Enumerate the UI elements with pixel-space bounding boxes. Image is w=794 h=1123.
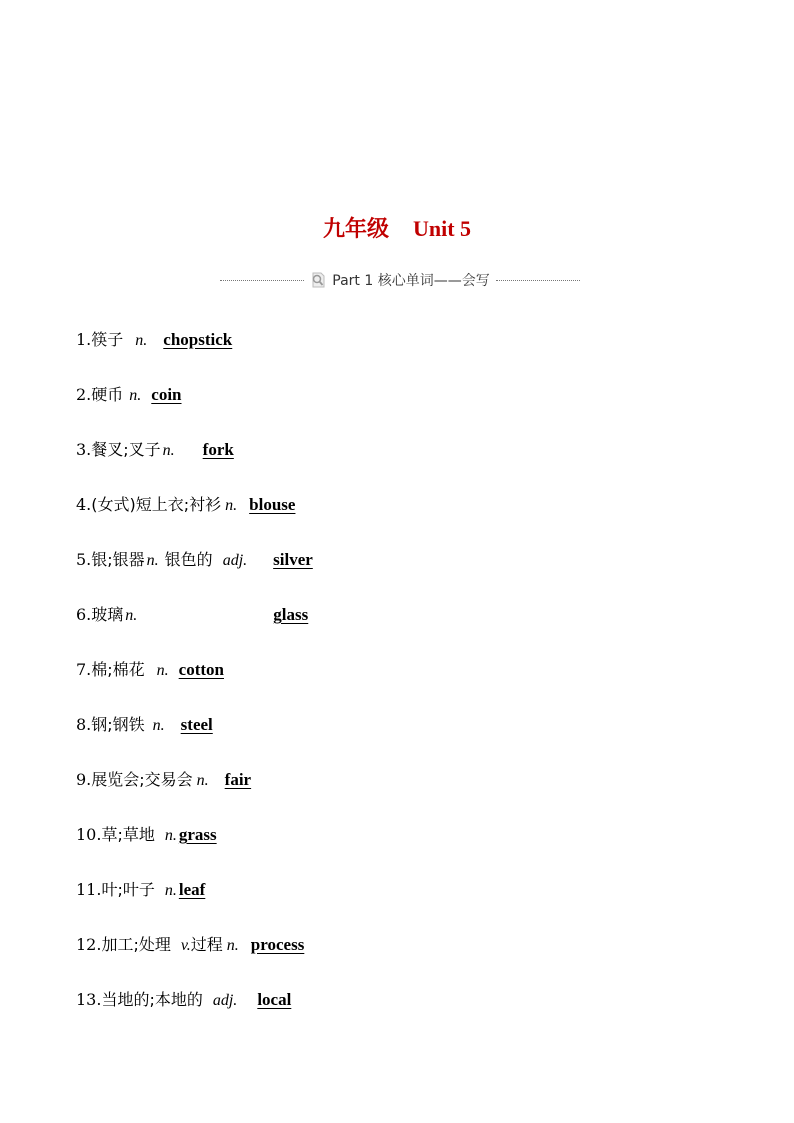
list-item: 9. 展览会;交易会 n. fair	[76, 770, 252, 789]
answer-word: process	[250, 935, 305, 954]
list-item: 5. 银;银器 n. 银色的 adj. silver	[76, 550, 313, 569]
unit-label: Unit 5	[412, 216, 472, 241]
answer-word: leaf	[178, 880, 206, 899]
list-item: 6. 玻璃 n. glass	[76, 605, 309, 624]
answer-word: coin	[151, 385, 182, 404]
list-item: 8. 钢;钢铁 n. steel	[76, 715, 213, 734]
answer-word: cotton	[178, 660, 224, 679]
list-item: 4. (女式)短上衣;衬衫 n. blouse	[76, 495, 296, 514]
magnifier-icon	[310, 271, 326, 289]
section-header	[220, 268, 580, 292]
list-item: 7. 棉;棉花 n. cotton	[76, 660, 224, 679]
list-item: 2. 硬币 n. coin	[76, 385, 182, 404]
list-item: 10. 草;草地 n. grass	[76, 825, 217, 844]
dotted-divider-right	[496, 280, 580, 281]
answer-word: steel	[180, 715, 213, 734]
grade-label: 九年级	[322, 217, 389, 242]
list-item: 13. 当地的;本地的 adj. local	[76, 990, 292, 1009]
answer-word: grass	[178, 825, 217, 844]
answer-word: blouse	[249, 495, 296, 514]
answer-word: local	[257, 990, 292, 1009]
answer-word: fork	[202, 440, 234, 459]
answer-word: glass	[273, 605, 309, 624]
section-title: Part 1 核心单词——会写	[332, 273, 490, 289]
list-item: 3. 餐叉;叉子 n. fork	[76, 440, 234, 459]
list-item: 12. 加工;处理 v. 过程 n. process	[76, 935, 305, 954]
page-title	[0, 212, 794, 243]
list-item: 1. 筷子 n. chopstick	[76, 330, 233, 349]
dotted-divider-left	[220, 280, 304, 281]
answer-word: silver	[273, 550, 313, 569]
list-item: 11. 叶;叶子 n. leaf	[76, 880, 206, 899]
answer-word: fair	[224, 770, 252, 789]
answer-word: chopstick	[163, 330, 233, 349]
